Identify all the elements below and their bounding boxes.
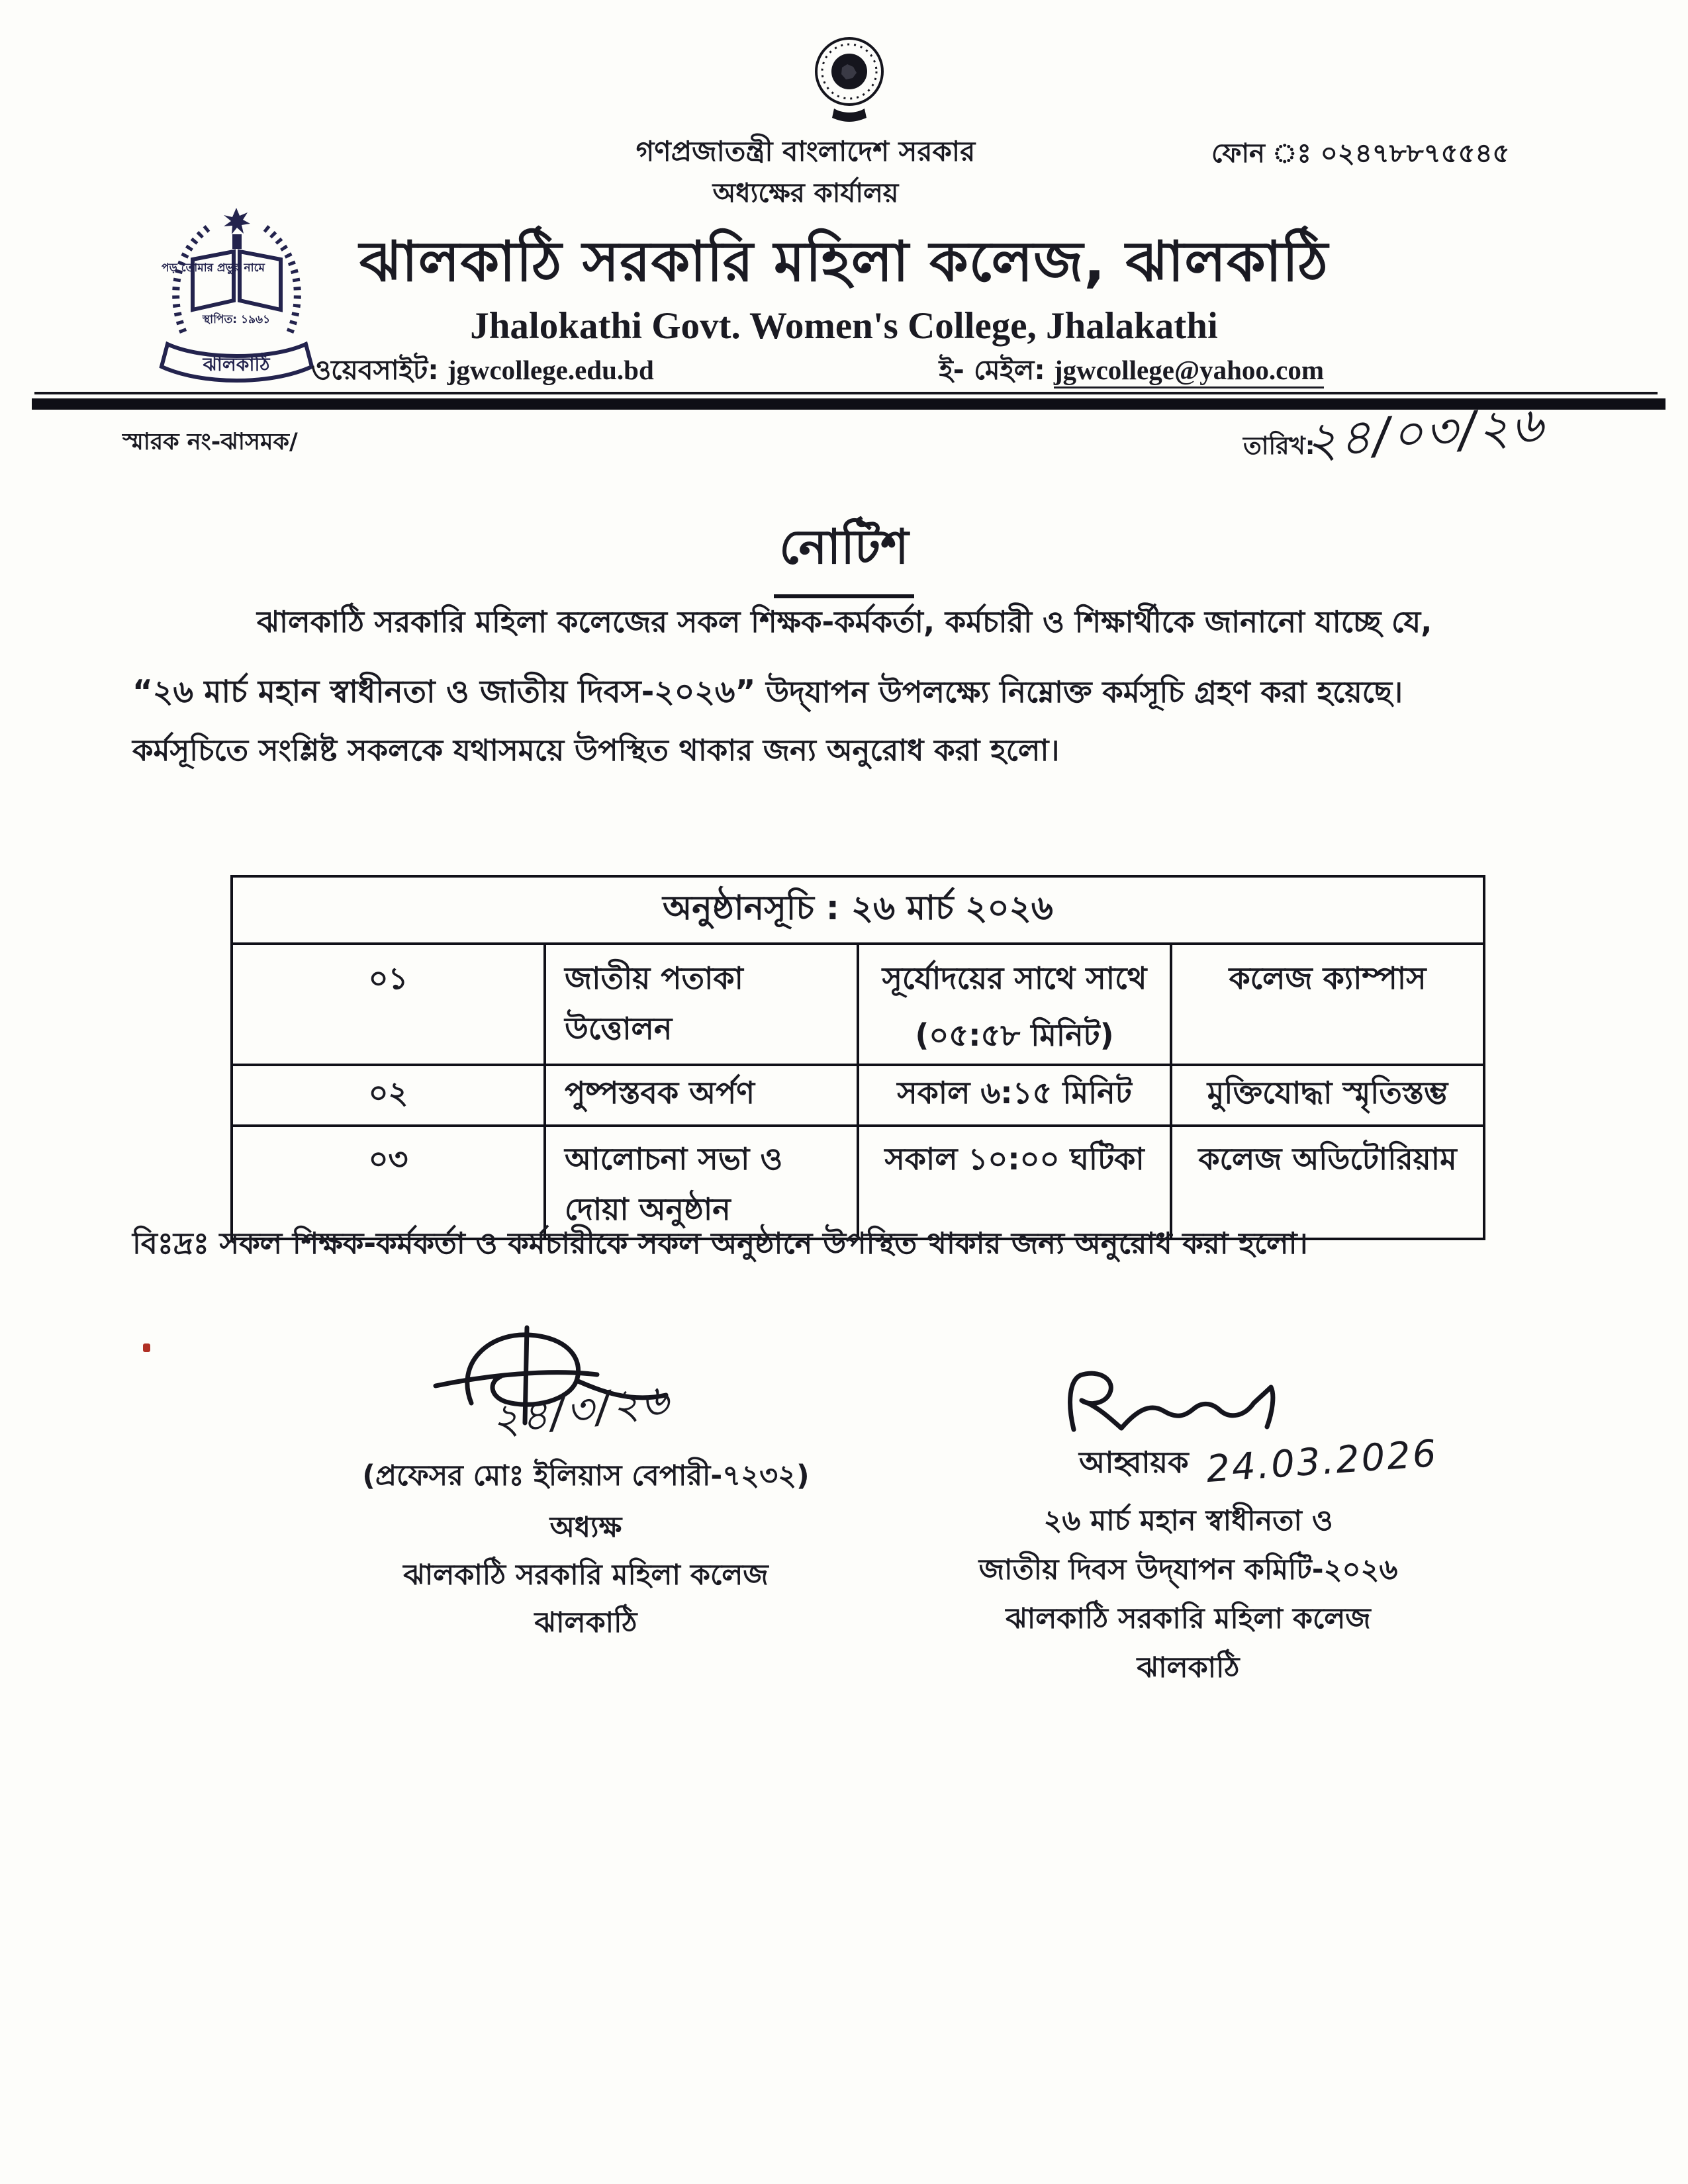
website-value: jgwcollege.edu.bd bbox=[447, 355, 654, 385]
convener-signature-date: 24.03.2026 bbox=[1204, 1432, 1440, 1492]
notice-title: নোটিশ bbox=[774, 511, 914, 598]
memo-number: স্মারক নং-ঝাসমক/ bbox=[122, 429, 298, 455]
body-line-2 bbox=[132, 671, 1575, 713]
emblem-banner-text: ঝালকাঠি bbox=[203, 353, 270, 375]
schedule-title: অনুষ্ঠানসূচি : ২৬ মার্চ ২০২৬ bbox=[232, 876, 1484, 944]
row1-time-line2: (০৫:৫৮ মিনিট) bbox=[915, 1017, 1114, 1053]
row2-serial: ০২ bbox=[232, 1065, 545, 1126]
principal-place: ঝালকাঠি bbox=[534, 1606, 637, 1639]
row1-serial: ০১ bbox=[232, 944, 545, 1065]
convener-org: ঝালকাঠি সরকারি মহিলা কলেজ bbox=[1006, 1602, 1371, 1635]
emblem-torch-flame bbox=[224, 208, 250, 234]
email-item bbox=[939, 349, 1324, 395]
header-rule-thin bbox=[34, 392, 1658, 394]
body-line-3: কর্মসূচিতে সংশ্লিষ্ট সকলকে যথাসময়ে উপস্থিত থাকার জন্য অনুরোধ করা হলো। bbox=[132, 733, 1060, 768]
email-value: jgwcollege@yahoo.com bbox=[1054, 355, 1324, 388]
convener-signature-icon bbox=[1051, 1365, 1297, 1439]
email-label: ই- মেইল: bbox=[939, 354, 1045, 386]
committee-line-2: জাতীয় দিবস উদ্‌যাপন কমিটি-২০২৬ bbox=[978, 1553, 1398, 1586]
row2-time: সকাল ৬:১৫ মিনিট bbox=[858, 1065, 1171, 1126]
convener-row bbox=[1079, 1432, 1582, 1492]
row1-venue: কলেজ ক্যাম্পাস bbox=[1171, 944, 1484, 1065]
website-item bbox=[311, 349, 654, 395]
postscript-note: বিঃদ্রঃ সকল শিক্ষক-কর্মকর্তা ও কর্মচারীকে সকল অনুষ্ঠানে উপস্থিত থাকার জন্য অনুরোধ করা হলো। bbox=[132, 1226, 1308, 1261]
committee-line-1: ২৬ মার্চ মহান স্বাধীনতা ও bbox=[1043, 1504, 1333, 1537]
government-line: গণপ্রজাতন্ত্রী বাংলাদেশ সরকার bbox=[635, 135, 976, 167]
row2-venue: মুক্তিযোদ্ধা স্মৃতিস্তম্ভ bbox=[1171, 1065, 1484, 1126]
schedule-title-row bbox=[232, 876, 1484, 944]
row3-time: সকাল ১০:০০ ঘটিকা bbox=[858, 1126, 1171, 1239]
row3-venue: কলেজ অডিটোরিয়াম bbox=[1171, 1126, 1484, 1239]
principal-org: ঝালকাঠি সরকারি মহিলা কলেজ bbox=[403, 1559, 769, 1592]
website-email-row bbox=[311, 349, 1324, 395]
row3-serial: ০৩ bbox=[232, 1126, 545, 1239]
website-label: ওয়েবসাইট: bbox=[311, 354, 439, 386]
principal-signature-date: ২৪/৩/২৬ bbox=[488, 1375, 674, 1446]
table-row bbox=[232, 944, 1484, 1065]
row1-time-line1: সূর্যোদয়ের সাথে সাথে bbox=[882, 960, 1147, 996]
handwritten-date: ২৪/০৩/২৬ bbox=[1303, 396, 1547, 470]
body-line-2-rest: উদ্‌যাপন উপলক্ষ্যে নিম্নোক্ত কর্মসূচি গ্রহণ করা হয়েছে। bbox=[755, 674, 1403, 709]
row1-event: জাতীয় পতাকা উত্তোলন bbox=[545, 944, 858, 1065]
body-quote: “২৬ মার্চ মহান স্বাধীনতা ও জাতীয় দিবস-২০২৬” bbox=[132, 674, 756, 710]
convener-designation: আহ্বায়ক bbox=[1079, 1445, 1189, 1480]
schedule-table bbox=[230, 875, 1485, 1240]
table-row bbox=[232, 1065, 1484, 1126]
convener-place: ঝালকাঠি bbox=[1137, 1651, 1240, 1684]
row3-event: আলোচনা সভা ও দোয়া অনুষ্ঠান bbox=[545, 1126, 858, 1239]
row1-time bbox=[858, 944, 1171, 1065]
row2-event: পুষ্পস্তবক অর্পণ bbox=[545, 1065, 858, 1126]
office-line: অধ্যক্ষের কার্যালয় bbox=[712, 178, 899, 208]
government-seal-icon bbox=[813, 34, 886, 122]
principal-name: (প্রফেসর মোঃ ইলিয়াস বেপারী-৭২৩২) bbox=[362, 1459, 810, 1492]
notice-title-wrap bbox=[0, 511, 1688, 598]
red-pen-mark bbox=[143, 1343, 150, 1352]
body-line-1: ঝালকাঠি সরকারি মহিলা কলেজের সকল শিক্ষক-কর্মকর্তা, কর্মচারী ও শিক্ষার্থীকে জানানো যাচ্ছে যে, bbox=[257, 604, 1432, 639]
emblem-book-motto: পড় তোমার প্রভুর নামে bbox=[162, 261, 265, 275]
emblem-established-text: স্থাপিত: ১৯৬১ bbox=[202, 313, 271, 326]
principal-designation: অধ্যক্ষ bbox=[549, 1511, 622, 1544]
college-name-bengali: ঝালকাঠি সরকারি মহিলা কলেজ, ঝালকাঠি bbox=[359, 229, 1329, 294]
date-label: তারিখ: bbox=[1243, 432, 1315, 460]
phone-number: ফোন ঃ ০২৪৭৮৮৭৫৫৪৫ bbox=[1211, 138, 1510, 169]
college-name-english: Jhalokathi Govt. Women's College, Jhalakathi bbox=[470, 305, 1218, 347]
